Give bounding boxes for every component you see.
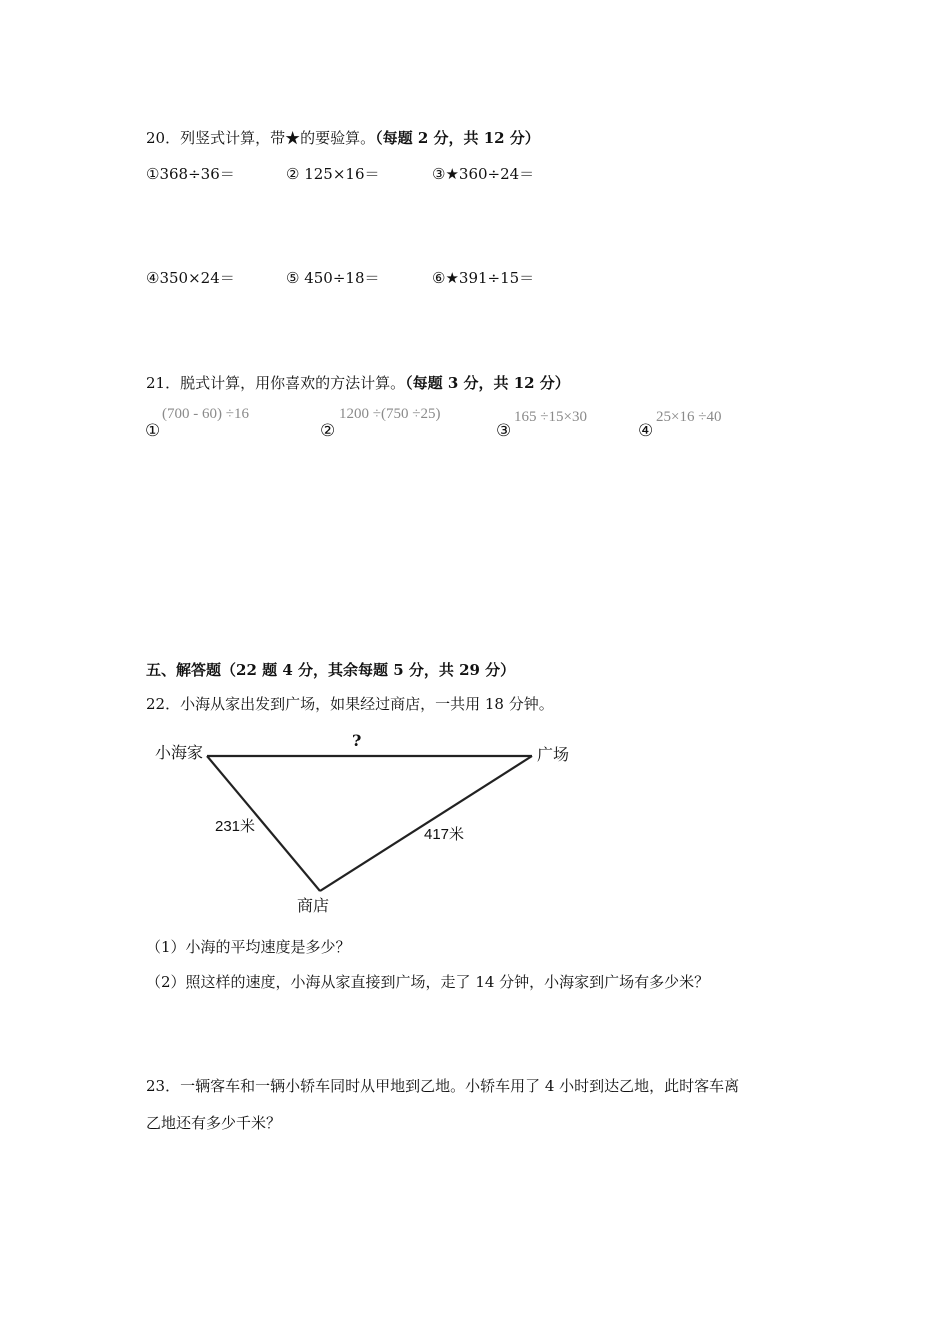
q20-score: （每题 2 分，共 12 分） (375, 129, 540, 147)
q20-item-1: ①368÷36＝ (146, 165, 235, 183)
q21-expr-1: (700 - 60) ÷16 (162, 406, 249, 422)
q21-score: （每题 3 分，共 12 分） (405, 374, 570, 392)
q23-line1: 23．一辆客车和一辆小轿车同时从甲地到乙地。小轿车用了 4 小时到达乙地，此时客车离 (146, 1077, 740, 1095)
q21-num-3: ③ (496, 421, 512, 441)
q21-num-2: ② (320, 421, 336, 441)
q21-num-1: ① (145, 421, 161, 441)
label-home: 小海家 (155, 745, 204, 762)
q21-title: 21．脱式计算，用你喜欢的方法计算。 (146, 374, 406, 392)
q20-item-4: ④350×24＝ (146, 269, 235, 287)
label-unknown-distance: ? (352, 731, 362, 750)
q21-expr-2: 1200 ÷(750 ÷25) (339, 406, 441, 422)
q21-expr-4: 25×16 ÷40 (656, 409, 722, 425)
label-home-store-distance: 231米 (215, 818, 256, 835)
q20-item-6: ⑥★391÷15＝ (432, 269, 535, 287)
label-store: 商店 (297, 898, 330, 915)
q22-sub1: （1）小海的平均速度是多少？ (146, 938, 351, 956)
q20-title: 20．列竖式计算，带★的要验算。 (146, 129, 376, 147)
q20-item-2: ② 125×16＝ (286, 165, 380, 183)
q21-num-4: ④ (638, 421, 654, 441)
q23-line2: 乙地还有多少千米？ (146, 1114, 282, 1132)
q22-sub2: （2）照这样的速度，小海从家直接到广场，走了 14 分钟，小海家到广场有多少米？ (146, 973, 710, 991)
q21-expr-3: 165 ÷15×30 (514, 409, 587, 425)
edge-store-square (320, 756, 532, 891)
q22-text: 22．小海从家出发到广场，如果经过商店，一共用 18 分钟。 (146, 695, 554, 713)
q20-item-5: ⑤ 450÷18＝ (286, 269, 380, 287)
label-square: 广场 (537, 747, 570, 764)
q20-item-3: ③★360÷24＝ (432, 165, 535, 183)
section5-title: 五、解答题（22 题 4 分，其余每题 5 分，共 29 分） (146, 661, 516, 679)
label-store-square-distance: 417米 (424, 826, 465, 843)
